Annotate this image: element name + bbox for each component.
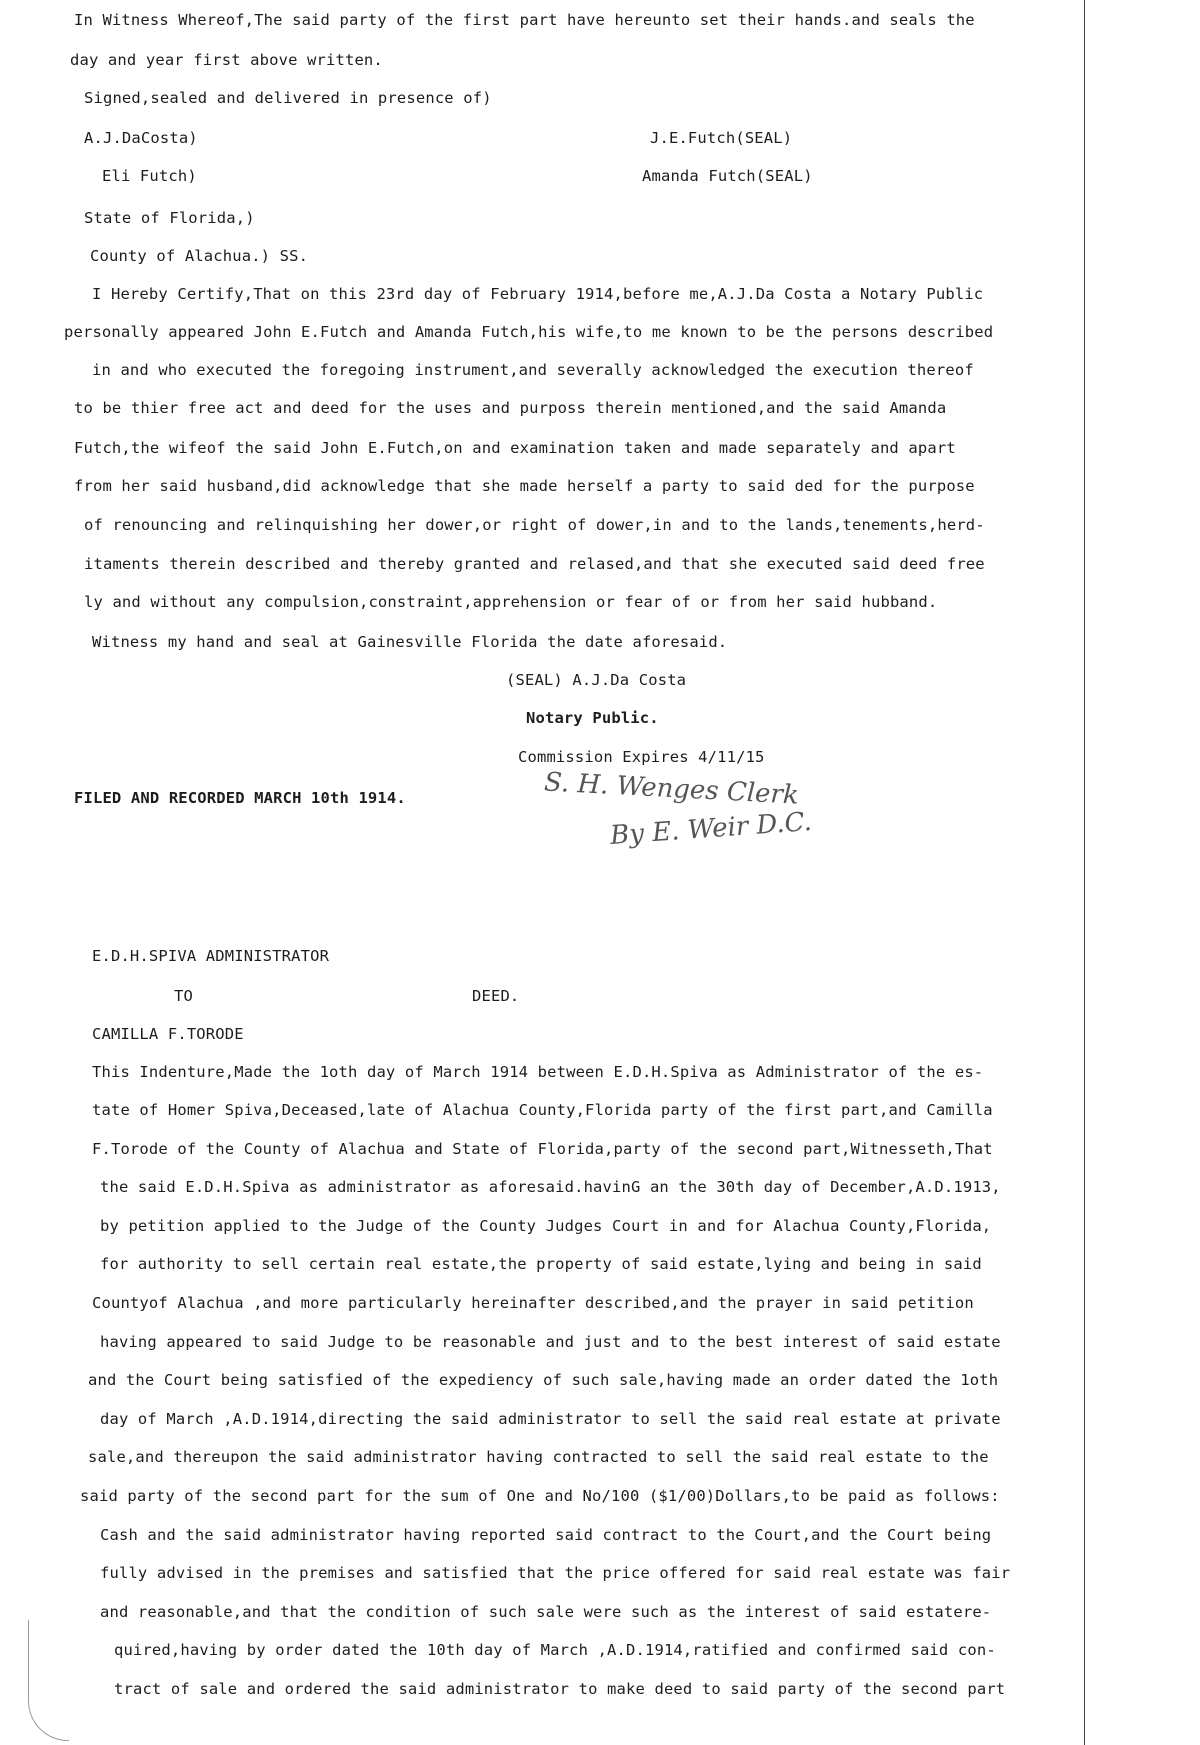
deed-body-line: the said E.D.H.Spiva as administrator as aforesaid.havinG an the 30th day of December,A.D.1913, — [100, 1178, 1001, 1196]
cert-line: of renouncing and relinquishing her dower,or right of dower,in and to the lands,tenements,herd- — [84, 516, 985, 534]
county-line: County of Alachua.) SS. — [90, 247, 309, 265]
deed-body-line: and the Court being satisfied of the expediency of such sale,having made an order dated the 1oth — [88, 1371, 999, 1389]
cert-line: Futch,the wifeof the said John E.Futch,on and examination taken and made separately and apart — [74, 439, 956, 457]
witness-line-1: In Witness Whereof,The said party of the first part have hereunto set their hands.and seals the — [74, 11, 975, 29]
cert-line: to be thier free act and deed for the uses and purposs therein mentioned,and the said Amanda — [74, 399, 947, 417]
filed-and-recorded: FILED AND RECORDED MARCH 10th 1914. — [74, 789, 406, 807]
deed-heading-grantee: CAMILLA F.TORODE — [92, 1025, 244, 1043]
cert-line: I Hereby Certify,That on this 23rd day of February 1914,before me,A.J.Da Costa a Notary Public — [92, 285, 984, 303]
cert-line: personally appeared John E.Futch and Amanda Futch,his wife,to me known to be the persons described — [64, 323, 994, 341]
deed-body-line: F.Torode of the County of Alachua and State of Florida,party of the second part,Witnesseth,That — [92, 1140, 993, 1158]
cert-line: itaments therein described and thereby granted and relased,and that she executed said deed free — [84, 555, 985, 573]
clerk-signature: S. H. Wenges Clerk — [543, 767, 800, 811]
deed-heading-type: DEED. — [472, 987, 520, 1005]
witness-line-2: day and year first above written. — [70, 51, 383, 69]
signer-name-b: Amanda Futch(SEAL) — [642, 167, 813, 185]
deed-body-line: Cash and the said administrator having reported said contract to the Court,and the Court being — [100, 1526, 992, 1544]
cert-line: Witness my hand and seal at Gainesville Florida the date aforesaid. — [92, 633, 728, 651]
deed-body-line: day of March ,A.D.1914,directing the said administrator to sell the said real estate at private — [100, 1410, 1001, 1428]
witness-name-b: Eli Futch) — [102, 167, 197, 185]
deed-body-line: said party of the second part for the sum of One and No/100 ($1/00)Dollars,to be paid as follows: — [80, 1487, 1000, 1505]
deed-body-line: tract of sale and ordered the said administrator to make deed to said party of the second part — [114, 1680, 1006, 1698]
cert-line: from her said husband,did acknowledge that she made herself a party to said ded for the purpose — [74, 477, 975, 495]
signed-in-presence: Signed,sealed and delivered in presence of) — [84, 89, 492, 107]
deputy-clerk-signature: By E. Weir D.C. — [609, 806, 813, 852]
signer-name-a: J.E.Futch(SEAL) — [650, 129, 793, 147]
deed-body-line: having appeared to said Judge to be reasonable and just and to the best interest of said estate — [100, 1333, 1001, 1351]
deed-body-line: Countyof Alachua ,and more particularly hereinafter described,and the prayer in said petition — [92, 1294, 974, 1312]
deed-heading-to: TO — [174, 987, 193, 1005]
witness-name-a: A.J.DaCosta) — [84, 129, 198, 147]
deed-body-line: fully advised in the premises and satisfied that the price offered for said real estate was fair — [100, 1564, 1011, 1582]
cert-line: ly and without any compulsion,constraint,apprehension or fear of or from her said hubband. — [84, 593, 938, 611]
deed-body-line: and reasonable,and that the condition of such sale were such as the interest of said estatere- — [100, 1603, 992, 1621]
notary-seal: (SEAL) A.J.Da Costa — [506, 671, 687, 689]
deed-body-line: quired,having by order dated the 10th day of March ,A.D.1914,ratified and confirmed said con- — [114, 1641, 996, 1659]
deed-body-line: sale,and thereupon the said administrator having contracted to sell the said real estate to the — [88, 1448, 989, 1466]
commission-expires: Commission Expires 4/11/15 — [518, 748, 765, 766]
state-line: State of Florida,) — [84, 209, 255, 227]
notary-title: Notary Public. — [526, 709, 659, 727]
deed-heading-grantor: E.D.H.SPIVA ADMINISTRATOR — [92, 947, 330, 965]
right-margin-line — [1084, 0, 1085, 1745]
page-corner-curl — [28, 1620, 69, 1741]
deed-body-line: for authority to sell certain real estate,the property of said estate,lying and being in said — [100, 1255, 982, 1273]
deed-body-line: This Indenture,Made the 1oth day of March 1914 between E.D.H.Spiva as Administrator of the es- — [92, 1063, 984, 1081]
cert-line: in and who executed the foregoing instrument,and severally acknowledged the execution thereof — [92, 361, 974, 379]
deed-body-line: tate of Homer Spiva,Deceased,late of Alachua County,Florida party of the first part,and Camilla — [92, 1101, 993, 1119]
deed-body-line: by petition applied to the Judge of the County Judges Court in and for Alachua County,Florida, — [100, 1217, 992, 1235]
